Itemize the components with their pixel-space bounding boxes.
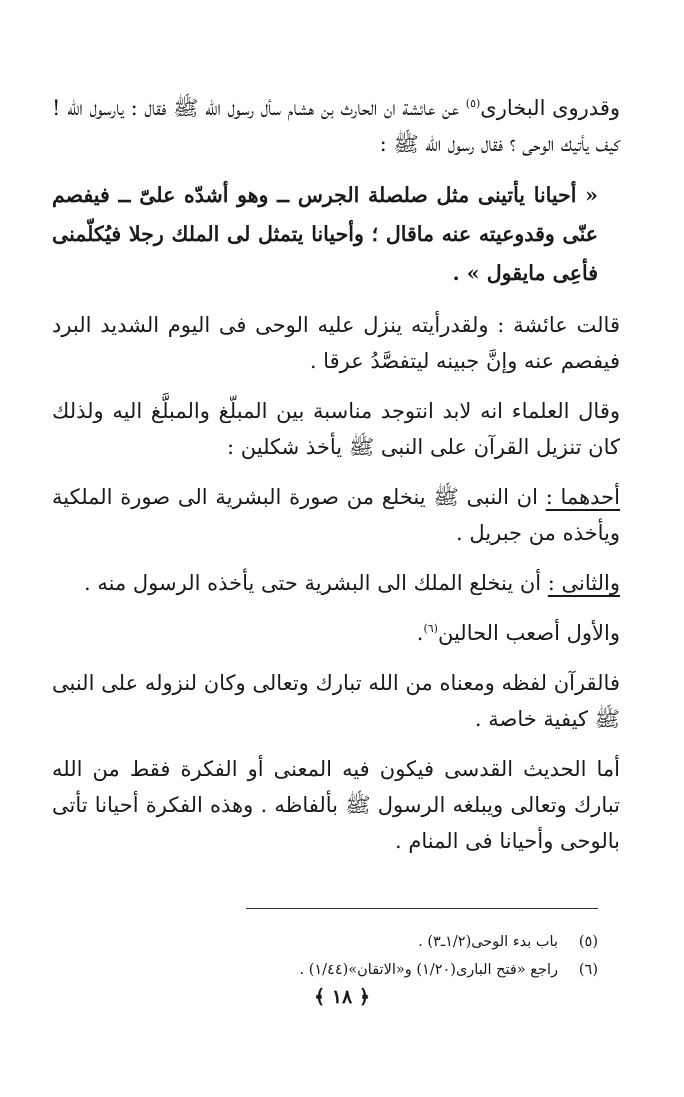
footnotes [58, 928, 598, 984]
footnote-number: (٦) [578, 962, 598, 978]
footnote-text: باب بدء الوحى(١/٢ـ٣) . [418, 934, 558, 950]
first-form-label: أحدهما : [545, 485, 620, 509]
paragraph-bukhari: وقدروى البخارى$^{(٥)}$ عن عائشة ان الحارث بن هشام سأل رسول الله ﷺ فقال : يارسول الله ! كيف يأتيك الوحى ؟ فقال رسول الله ﷺ : [52, 96, 620, 156]
footnote-ref-5[interactable]: (٥) [465, 97, 481, 110]
paragraph-qudsi: أما الحديث القدسى فيكون فيه المعنى أو الفكرة فقط من الله تبارك وتعالى ويبلغه الرسول ﷺ بألفاظه . وهذه الفكرة أحيانا تأتى بالوحى وأحيانا فى المنام . [52, 757, 620, 853]
footnote-text: راجع «فتح البارى(١/٢٠) و«الاتقان»(١/٤٤) . [299, 962, 558, 978]
footnote-divider [246, 908, 598, 909]
footnote-number: (٥) [578, 934, 598, 950]
page-number: ﴿ ١٨ ﴾ [314, 986, 370, 1008]
paragraph-harder-state: والأول أصعب الحالين$^{(٦)}$. [416, 621, 620, 645]
footnote-ref-6[interactable]: (٦) [423, 622, 438, 635]
footnote-5 [58, 928, 598, 956]
paragraph-second-form: والثانى : أن ينخلع الملك الى البشرية حتى يأخذه الرسول منه . [84, 571, 620, 595]
paragraph-first-form: أحدهما : ان النبى ﷺ ينخلع من صورة البشرية الى صورة الملكية ويأخذه من جبريل . [52, 485, 620, 545]
paragraph-quran: فالقرآن لفظه ومعناه من الله تبارك وتعالى وكان لنزوله على النبى ﷺ كيفية خاصة . [52, 671, 620, 731]
second-form-label: والثانى : [547, 571, 620, 595]
footnote-6 [58, 956, 598, 984]
paragraph-aisha: قالت عائشة : ولقدرأيته ينزل عليه الوحى فى اليوم الشديد البرد فيفصم عنه وإنَّ جبينه ليتفصَّدُ عرقا . [52, 313, 620, 373]
paragraph-scholars: وقال العلماء انه لابد انتوجد مناسبة بين المبلّغ والمبلَّغ اليه ولذلك كان تنزيل القرآن على النبى ﷺ يأخذ شكلين : [52, 399, 620, 459]
hadith-quote: « أحيانا يأتينى مثل صلصلة الجرس ــ وهو أشدّه علىّ ــ فيفصم عنّى وقدوعيته عنه ماقال ؛ وأحيانا يتمثل لى الملك رجلا فيُكلّمنى فأعِى مايقول » . [52, 183, 598, 285]
